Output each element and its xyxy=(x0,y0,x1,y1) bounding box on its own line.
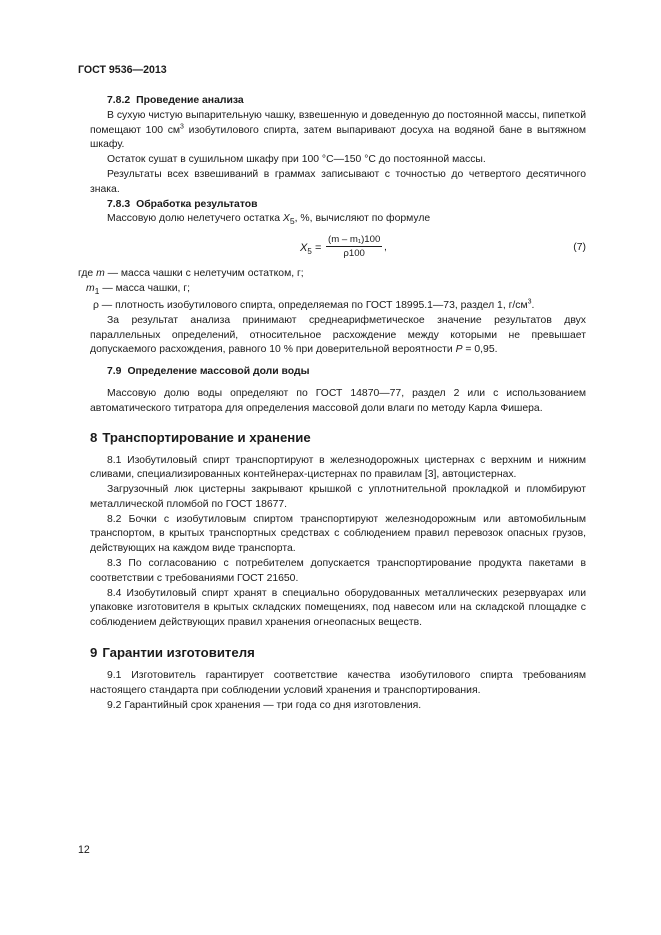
page-number: 12 xyxy=(78,844,90,856)
paragraph: Загрузочный люк цистерны закрывают крышкой с уплотнительной прокладкой и пломбируют металлической пломбой по ГОСТ 18677. xyxy=(90,484,586,510)
page-content xyxy=(78,94,586,713)
equation-number: (7) xyxy=(573,242,586,254)
paragraph: 9.2 Гарантийный срок хранения — три года со дня изготовления. xyxy=(107,699,422,711)
paragraph: Массовую долю нелетучего остатка $X_5$, %, вычисляют по формуле xyxy=(107,213,431,227)
section-7-8-2-heading xyxy=(107,94,586,109)
formula-fraction xyxy=(326,233,382,260)
formula-numerator: (m – m₁)100 xyxy=(328,234,381,246)
section-title: Гарантии изготовителя xyxy=(102,645,255,661)
formula-denominator: ρ100 xyxy=(343,248,365,260)
section-title: Обработка результатов xyxy=(136,198,258,210)
section-7-8-3-heading xyxy=(107,198,586,213)
section-9-heading xyxy=(90,644,586,662)
section-number: 8 xyxy=(90,429,98,445)
legend-line: ρ — плотность изобутилового спирта, определяемая по ГОСТ 18995.1—73, раздел 1, $г/см^3$. xyxy=(93,298,535,311)
superscript: 3 xyxy=(180,123,184,131)
paragraph: 8.2 Бочки с изобутиловым спиртом транспортируют железнодорожным или автомобильным транспортом, в крытых транспортных средствах с соблюдением правил перевозок опасных грузов, действующих на каждом виде транспорта. xyxy=(90,513,586,555)
section-number: 7.8.2 xyxy=(107,95,131,106)
section-title: Проведение анализа xyxy=(136,95,244,106)
paragraph: За результат анализа принимают среднеарифметическое значение результатов двух параллельных определений, относительное расхождение между которыми не превышает допускаемого расхождения, равного 10 % при доверительной вероятности P = 0,95. xyxy=(90,314,586,356)
paragraph: В сухую чистую выпарительную чашку, взвешенную и доведенную до постоянной массы, пипеткой помещают 100 $см^3$ изобутилового спирта, затем выпаривают досуха на водяной бане в вытяжном шкафу. xyxy=(90,109,586,151)
paragraph: Массовую долю воды определяют по ГОСТ 14870—77, раздел 2 или с использованием автоматического титратора для определения массовой доли влаги по методу Карла Фишера. xyxy=(90,387,586,414)
paragraph: 9.1 Изготовитель гарантирует соответствие качества изобутилового спирта требованиям настоящего стандарта при соблюдении условий хранения и транспортирования. xyxy=(90,670,586,696)
section-number: 7.8.3 xyxy=(107,198,131,210)
paragraph: Результаты всех взвешиваний в граммах записывают с точностью до четвертого десятичного знака. xyxy=(90,168,586,195)
paragraph: 8.3 По согласованию с потребителем допускается транспортирование продукта пакетами в соответствии с требованиями ГОСТ 21650. xyxy=(90,558,586,584)
formula-7 xyxy=(90,233,586,263)
section-8-heading xyxy=(90,429,586,447)
formula-end: , xyxy=(384,242,387,254)
section-number: 7.9 xyxy=(107,366,122,378)
section-number: 9 xyxy=(90,645,98,661)
legend-line: где m — масса чашки с нелетучим остатком, г; xyxy=(78,268,304,280)
legend-line: $m_1$ — масса чашки, г; xyxy=(86,283,190,297)
paragraph: 8.4 Изобутиловый спирт хранят в специально оборудованных металлических резервуарах или упаковке изготовителя в крытых складских помещениях, под навесом или на складской площадке с соблюдением действующих правил хранения огнеопасных веществ. xyxy=(90,587,586,629)
document-header: ГОСТ 9536—2013 xyxy=(78,64,167,76)
paragraph: 8.1 Изобутиловый спирт транспортируют в железнодорожных цистернах с верхним и нижним сливами, специализированных контейнерах-цистернах по правилам [3], автоцистернах. xyxy=(90,454,586,481)
section-title: Транспортирование и хранение xyxy=(102,429,311,445)
section-7-9-heading xyxy=(107,365,586,380)
formula-equals: = xyxy=(315,242,322,255)
formula-lhs: $X_5$ xyxy=(300,242,312,257)
paragraph: Остаток сушат в сушильном шкафу при 100 °С—150 °С до постоянной массы. xyxy=(107,154,486,166)
section-title: Определение массовой доли воды xyxy=(127,366,310,378)
